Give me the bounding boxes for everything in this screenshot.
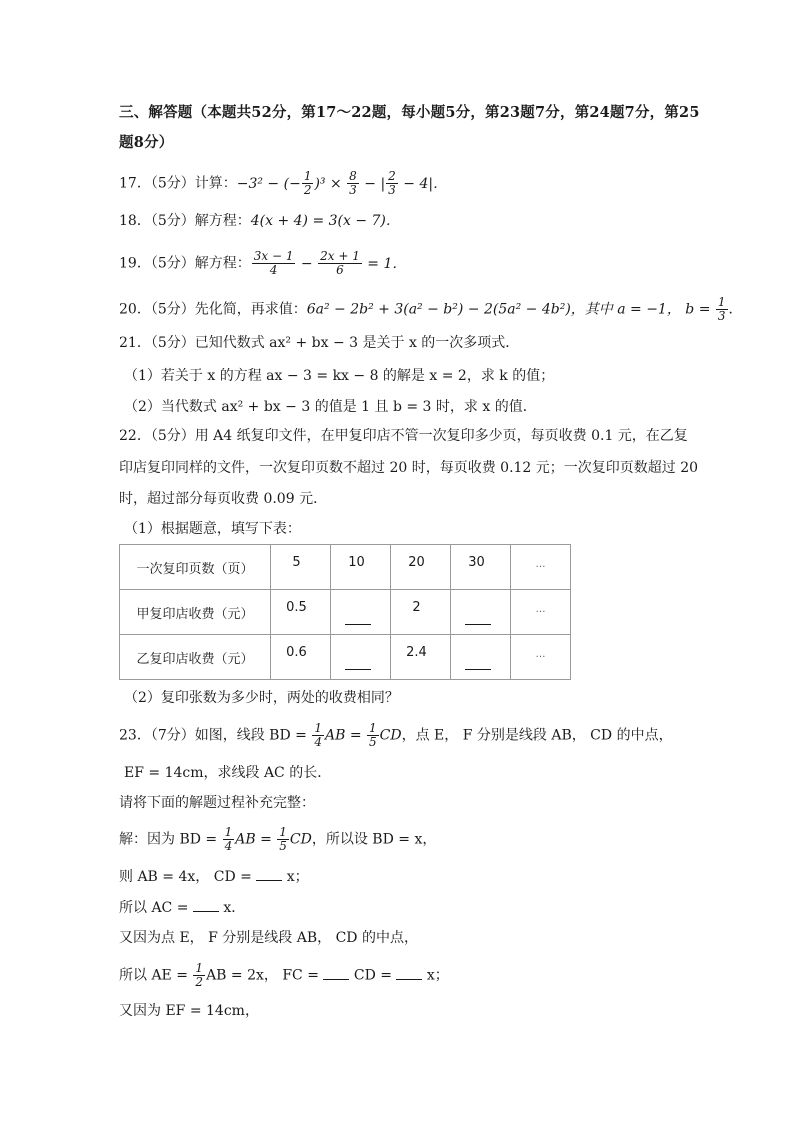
answer-blank[interactable] xyxy=(451,635,511,680)
question-23-instruction: 请将下面的解题过程补充完整： xyxy=(119,795,315,811)
question-21-part1: （1）若关于 x 的方程 ax − 3 = kx − 8 的解是 x = 2，求 k 的值； xyxy=(124,368,555,384)
question-22-line2: 印店复印同样的文件，一次复印页数不超过 20 时，每页收费 0.12 元；一次复印页数超过 20 xyxy=(119,460,699,476)
table-cell: 30 xyxy=(451,545,511,590)
table-cell: 20 xyxy=(391,545,451,590)
table-row xyxy=(120,635,571,680)
question-23-stem2: EF = 14cm，求线段 AC 的长． xyxy=(124,765,332,781)
question-20-fraction: $\frac{1}{3}$ xyxy=(717,295,726,323)
question-22-line1: 22．（5分）用 A4 纸复印文件，在甲复印店不管一次复印多少页，每页收费 0.1 元，在乙复 xyxy=(119,428,688,444)
row-header: 一次复印页数（页） xyxy=(120,545,271,590)
question-21-stem: 21．（5分）已知代数式 ax² + bx − 3 是关于 x 的一次多项式． xyxy=(119,335,520,351)
solution-line-4: 又因为点 E， F 分别是线段 AB， CD 的中点， xyxy=(119,930,418,946)
table-cell: 0.5 xyxy=(271,590,331,635)
question-22-line3: 时，超过部分每页收费 0.09 元． xyxy=(119,491,328,507)
question-20-prefix: 20．（5分）先化简，再求值： xyxy=(119,301,307,318)
answer-blank[interactable] xyxy=(193,897,219,912)
section-header-line2: 题8分） xyxy=(119,134,174,151)
table-cell: 2 xyxy=(391,590,451,635)
table-cell: … xyxy=(511,590,571,635)
question-20-expression: 6a² − 2b² + 3(a² − b²) − 2(5a² − 4b²)，其中 a = −1， b = xyxy=(306,301,715,318)
table-cell: 10 xyxy=(331,545,391,590)
question-22-part1: （1）根据题意，填写下表： xyxy=(124,521,301,537)
table-cell: 5 xyxy=(271,545,331,590)
table-cell: 0.6 xyxy=(271,635,331,680)
question-17-prefix: 17．（5分）计算： xyxy=(119,175,237,192)
question-20: 20．（5分）先化简，再求值：6a² − 2b² + 3(a² − b²) − 2(5a² − 4b²)，其中 a = −1， b = $\frac{1}{3}$ ． xyxy=(119,295,743,323)
answer-blank[interactable] xyxy=(396,965,422,980)
fee-table xyxy=(119,544,571,680)
question-23-stem: 23．（7分）如图，线段 BD = $\frac{1}{4}$ AB = $\frac{1}{5}$ CD，点 E， F 分别是线段 AB， CD 的中点， xyxy=(119,721,673,749)
question-18-prefix: 18．（5分）解方程： xyxy=(119,213,251,229)
table-cell: 2.4 xyxy=(391,635,451,680)
question-18-expression: 4(x + 4) = 3(x − 7)． xyxy=(250,213,400,229)
question-19-expression: $\frac{3x - 1}{4}$ − $\frac{2x + 1}{6}$ = 1． xyxy=(253,249,407,277)
answer-blank[interactable] xyxy=(331,590,391,635)
table-cell: … xyxy=(511,545,571,590)
solution-line-1: 解：因为 BD = $\frac{1}{4}$ AB = $\frac{1}{5}$ CD，所以设 BD = x， xyxy=(119,825,437,853)
question-21-part2: （2）当代数式 ax² + bx − 3 的值是 1 且 b = 3 时，求 x 的值． xyxy=(124,399,537,415)
table-row xyxy=(120,545,571,590)
answer-blank[interactable] xyxy=(331,635,391,680)
question-17-expression: −3² − (− $\frac{1}{2}$ )³ × $\frac{8}{3}$ − | $\frac{2}{3}$ − 4|． xyxy=(236,169,448,197)
question-19 xyxy=(119,250,406,277)
answer-blank[interactable] xyxy=(323,965,349,980)
answer-blank[interactable] xyxy=(256,866,282,881)
solution-line-5: 所以 AE = $\frac{1}{2}$ AB = 2x， FC = CD = x； xyxy=(119,961,449,989)
question-19-prefix: 19．（5分）解方程： xyxy=(119,255,251,272)
table-row xyxy=(120,590,571,635)
table-cell: … xyxy=(511,635,571,680)
answer-blank[interactable] xyxy=(451,590,511,635)
question-22-part2: （2）复印张数为多少时，两处的收费相同？ xyxy=(124,690,399,706)
section-header-line1: 三、解答题（本题共52分，第17～22题，每小题5分，第23题7分，第24题7分，第25 xyxy=(119,104,700,121)
row-header: 甲复印店收费（元） xyxy=(120,590,271,635)
row-header: 乙复印店收费（元） xyxy=(120,635,271,680)
question-17 xyxy=(119,170,447,197)
solution-line-3: 所以 AC = x． xyxy=(119,897,245,918)
solution-line-6: 又因为 EF = 14cm， xyxy=(119,1003,259,1019)
question-18 xyxy=(119,211,400,231)
solution-line-2: 则 AB = 4x， CD = x； xyxy=(119,866,309,887)
